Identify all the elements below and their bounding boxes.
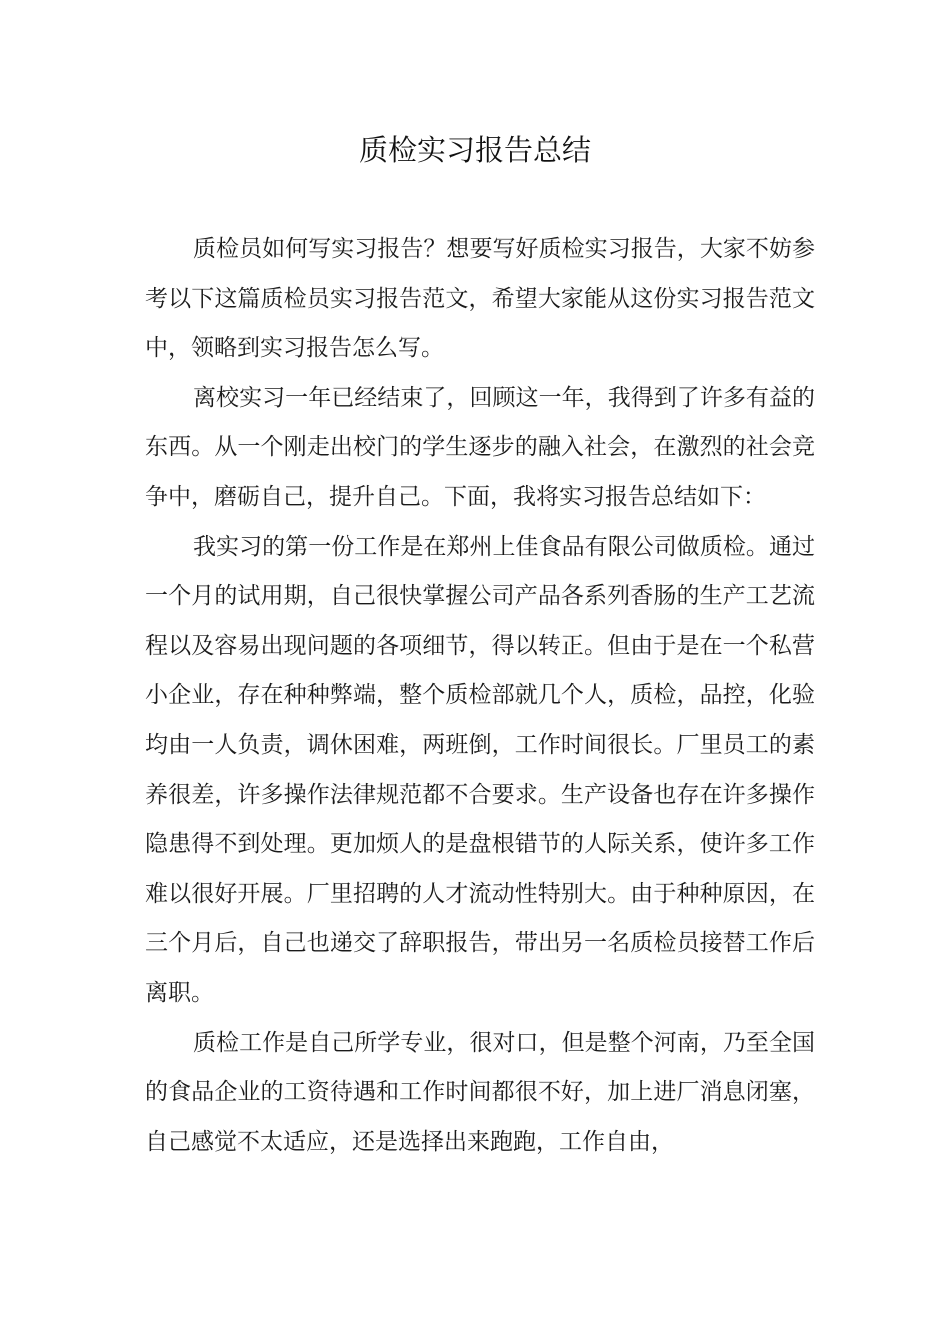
document-body (145, 225, 815, 1167)
paragraph-first-job: 我实习的第一份工作是在郑州上佳食品有限公司做质检。通过一个月的试用期，自己很快掌握公司产品各系列香肠的生产工艺流程以及容易出现问题的各项细节，得以转正。但由于是在一个私营小企业，存在种种弊端，整个质检部就几个人，质检，品控，化验均由一人负责，调休困难，两班倒，工作时间很长。厂里员工的素养很差，许多操作法律规范都不合要求。生产设备也存在许多操作隐患得不到处理。更加烦人的是盘根错节的人际关系，使许多工作难以很好开展。厂里招聘的人才流动性特别大。由于种种原因，在三个月后，自己也递交了辞职报告，带出另一名质检员接替工作后离职。 (145, 533, 815, 1006)
paragraph-reflection: 质检工作是自己所学专业，很对口，但是整个河南，乃至全国的食品企业的工资待遇和工作时间都很不好，加上进厂消息闭塞，自己感觉不太适应，还是选择出来跑跑，工作自由， (145, 1029, 815, 1155)
document-title: 质检实习报告总结 (358, 133, 591, 167)
paragraph-overview: 离校实习一年已经结束了，回顾这一年，我得到了许多有益的东西。从一个刚走出校门的学生逐步的融入社会，在激烈的社会竞争中，磨砺自己，提升自己。下面，我将实习报告总结如下： (145, 384, 815, 510)
paragraph-intro: 质检员如何写实习报告？想要写好质检实习报告，大家不妨参考以下这篇质检员实习报告范文，希望大家能从这份实习报告范文中，领略到实习报告怎么写。 (145, 236, 815, 362)
